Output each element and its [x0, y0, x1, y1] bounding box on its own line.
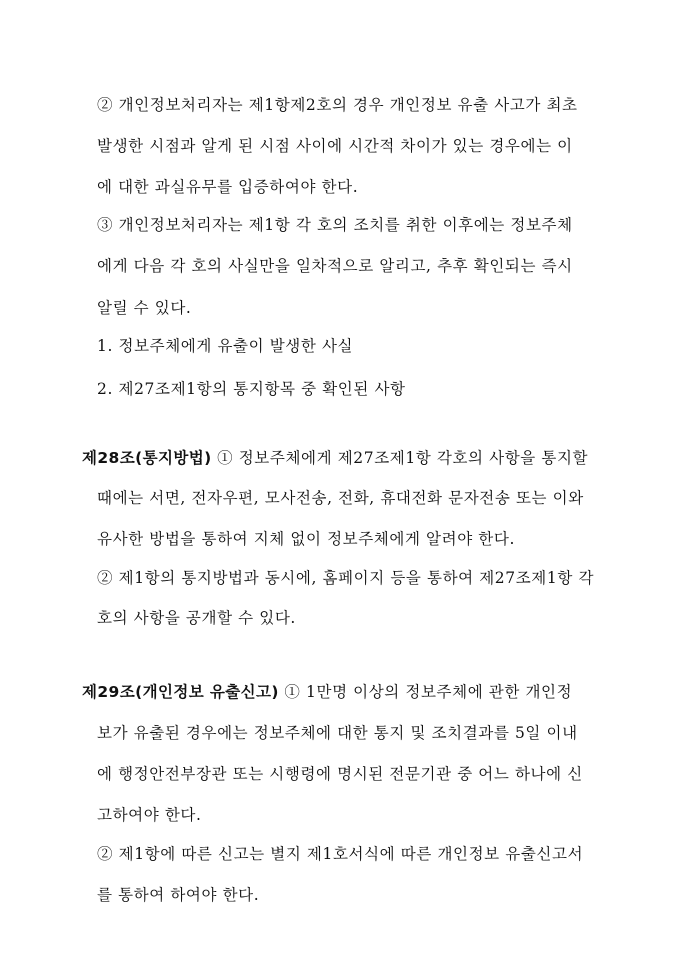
art27-item-1: 1. 정보주체에게 유출이 발생한 사실 — [97, 337, 354, 355]
art28-p1-first: ① 정보주체에게 제27조제1항 각호의 사항을 통지할 — [211, 449, 589, 467]
art28-heading: 제28조(통지방법) — [82, 449, 212, 467]
art28-p2-line1: ② 제1항의 통지방법과 동시에, 홈페이지 등을 통하여 제27조제1항 각 — [97, 569, 595, 587]
art27-p3-line3: 알릴 수 있다. — [97, 299, 192, 317]
art27-p2-line2: 발생한 시점과 알게 된 시점 사이에 시간적 차이가 있는 경우에는 이 — [97, 137, 573, 155]
art28-first-line — [82, 448, 588, 468]
art29-p2-line2: 를 통하여 하여야 한다. — [97, 886, 260, 904]
art29-p2-line1: ② 제1항에 따른 신고는 별지 제1호서식에 따른 개인정보 유출신고서 — [97, 845, 584, 863]
art29-p1-first: ① 1만명 이상의 정보주체에 관한 개인정 — [278, 683, 573, 701]
art27-p2-line1: ② 개인정보처리자는 제1항제2호의 경우 개인정보 유출 사고가 최초 — [97, 96, 578, 114]
art28-p2-line2: 호의 사항을 공개할 수 있다. — [97, 609, 296, 627]
art27-p2-line3: 에 대한 과실유무를 입증하여야 한다. — [97, 178, 359, 196]
art28-p1-line3: 유사한 방법을 통하여 지체 없이 정보주체에게 알려야 한다. — [97, 530, 515, 548]
art27-p3-line2: 에게 다음 각 호의 사실만을 일차적으로 알리고, 추후 확인되는 즉시 — [97, 257, 573, 275]
art29-p1-line2: 보가 유출된 경우에는 정보주체에 대한 통지 및 조치결과를 5일 이내 — [97, 724, 578, 742]
art27-p3-line1: ③ 개인정보처리자는 제1항 각 호의 조치를 취한 이후에는 정보주체 — [97, 216, 573, 234]
art29-heading: 제29조(개인정보 유출신고) — [82, 683, 279, 701]
art29-first-line — [82, 682, 572, 702]
art29-p1-line4: 고하여야 한다. — [97, 806, 202, 824]
art28-p1-line2: 때에는 서면, 전자우편, 모사전송, 전화, 휴대전화 문자전송 또는 이와 — [97, 489, 584, 507]
art29-p1-line3: 에 행정안전부장관 또는 시행령에 명시된 전문기관 중 어느 하나에 신 — [97, 765, 583, 783]
art27-item-2: 2. 제27조제1항의 통지항목 중 확인된 사항 — [97, 380, 406, 398]
